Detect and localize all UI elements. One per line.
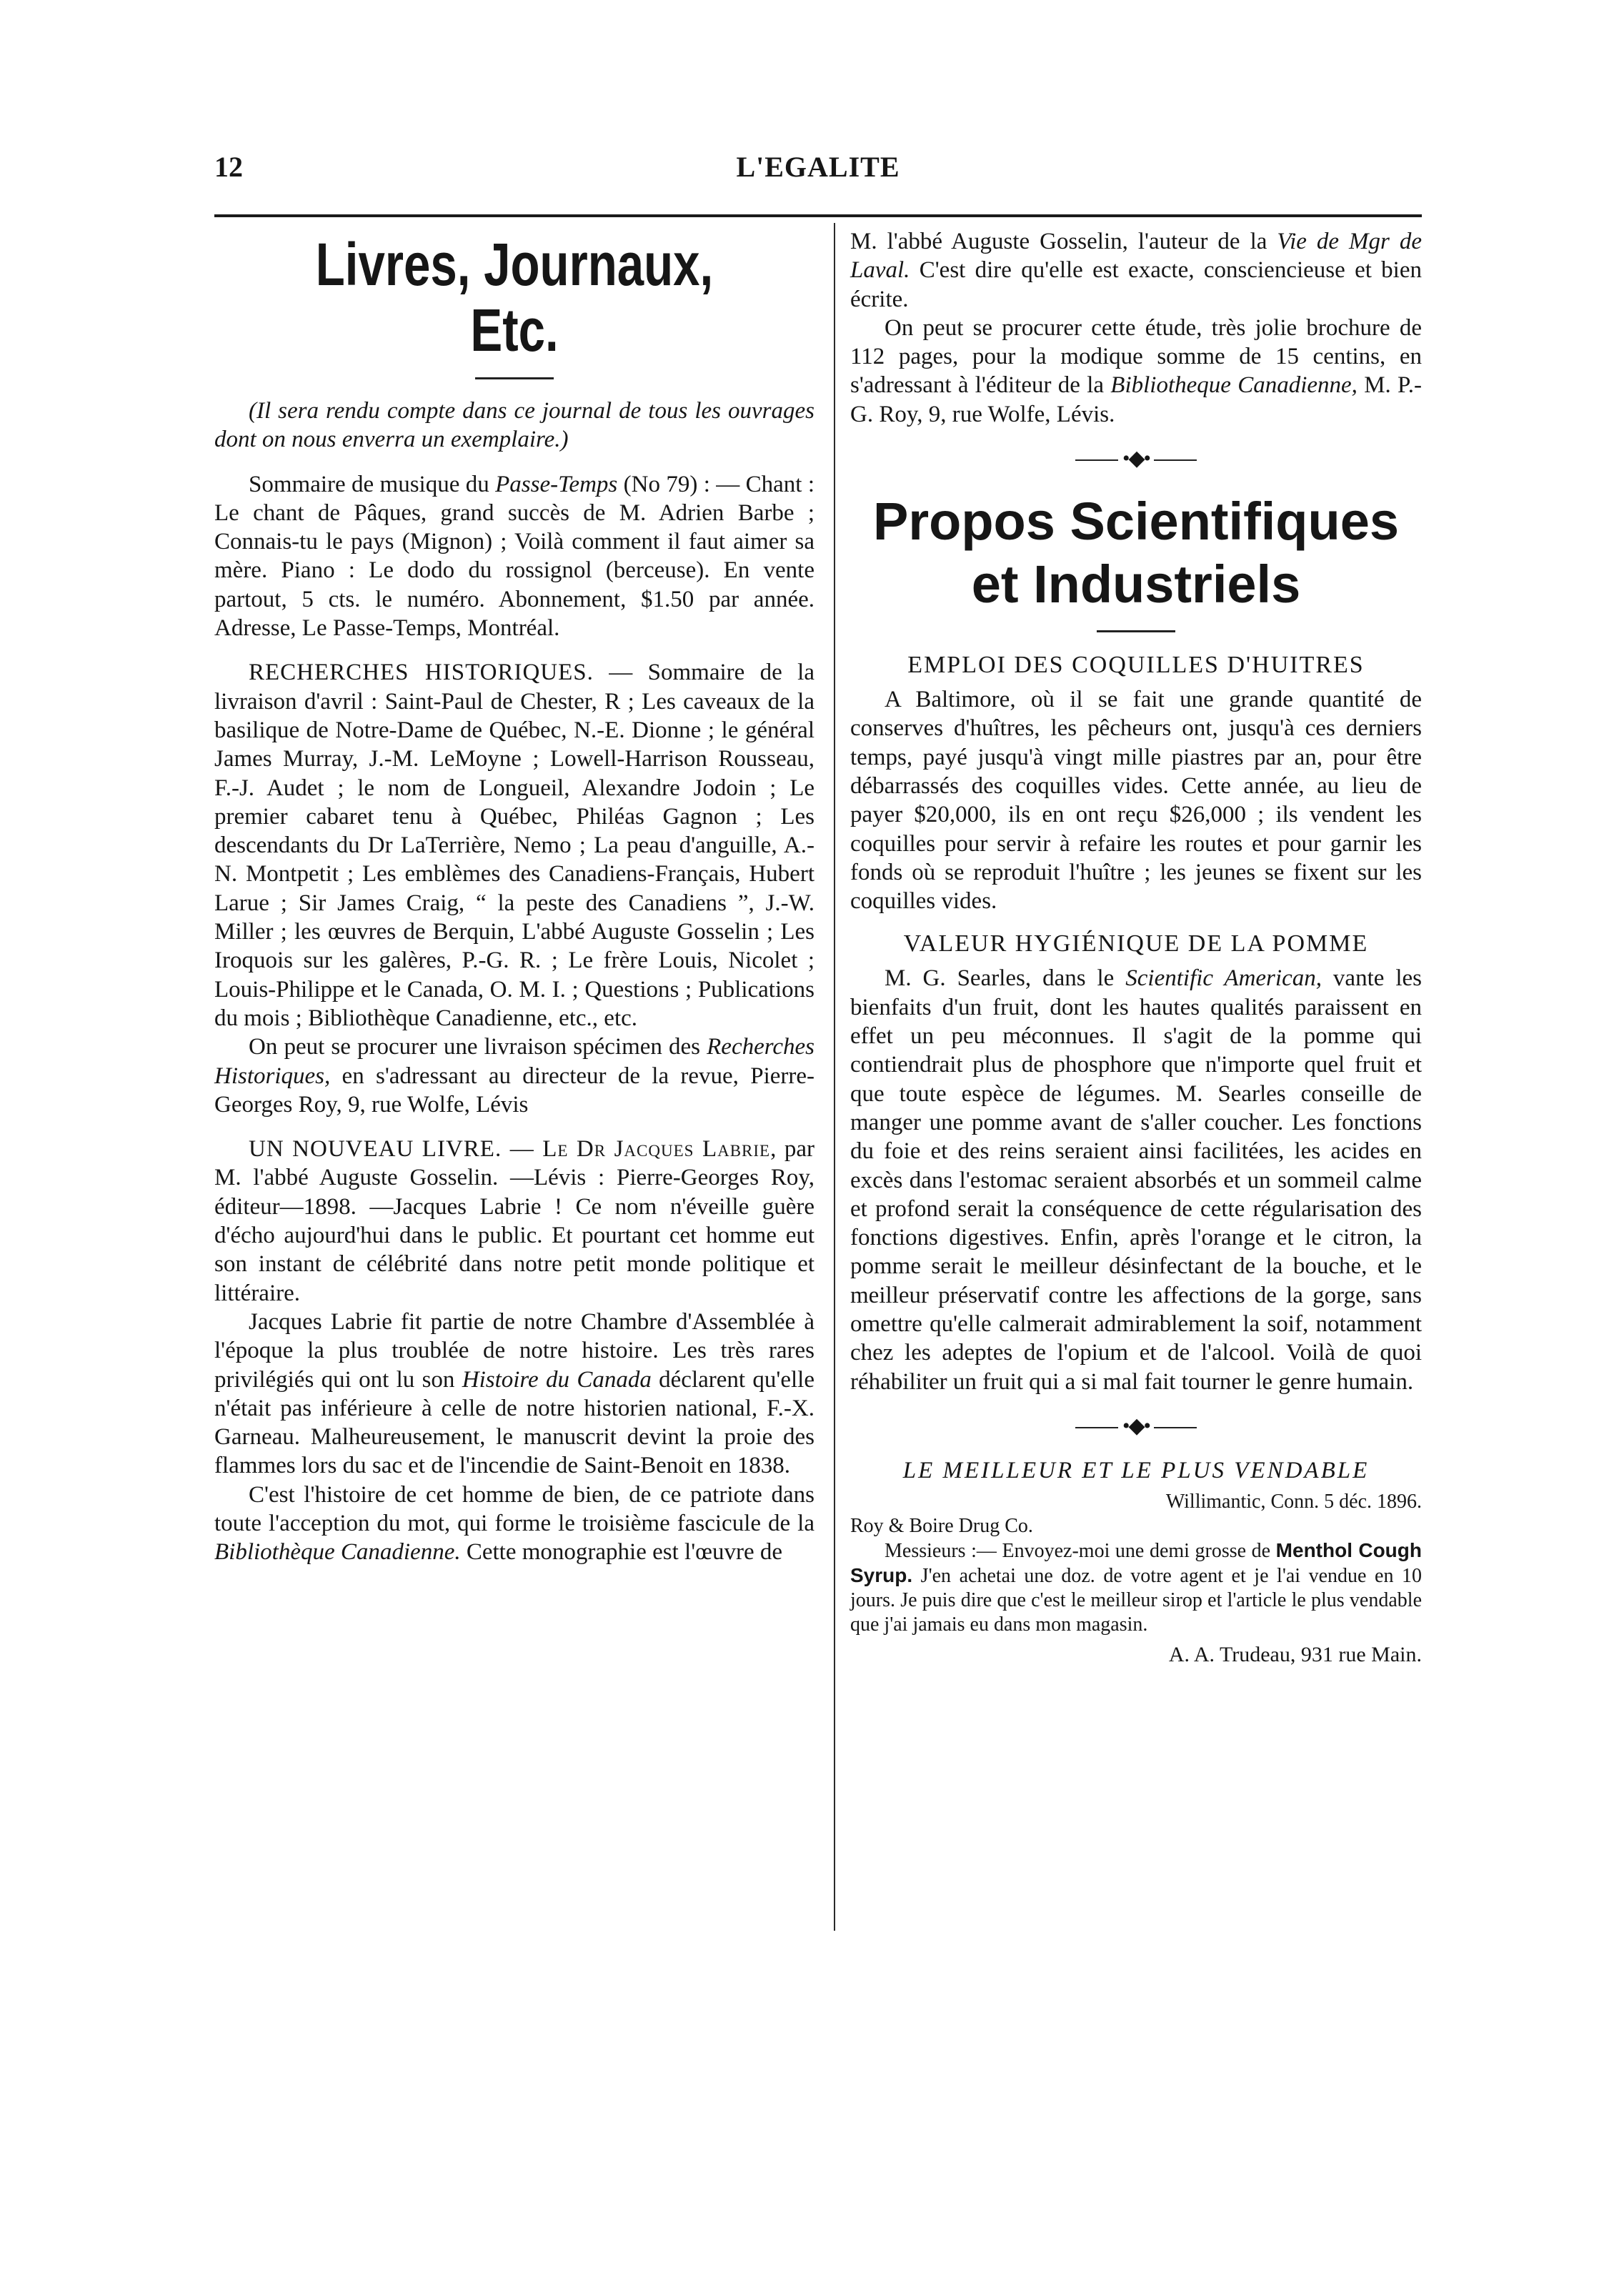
ad-dateline: Willimantic, Conn. 5 déc. 1896.	[1165, 1490, 1422, 1513]
labrie-paragraph	[214, 1308, 815, 1481]
pomme-paragraph	[850, 964, 1422, 1396]
section-title-propos	[850, 490, 1422, 616]
huitres-paragraph: A Baltimore, où il se fait une grande quantité de conserves d'huîtres, les pêcheurs ont, jusqu'à ces derniers temps, payé jusqu'à vingt mille piastres par an, pour être débarrassés des coquilles vides. Cette année, au lieu de payer $20,000, ils en ont reçu $26,000 ; ils vendent les coquilles pour servir à refaire les routes et pour garnir les fonds où se reproduit l'huître ; les jeunes se fixent sur les coquilles vides.	[850, 687, 1422, 915]
text: en s'adressant au directeur de la revue, Pierre-Georges Roy, 9, rue Wolfe, Lévis	[214, 1063, 815, 1118]
journal-name: Scientific American,	[1125, 965, 1322, 992]
editorial-note: (Il sera rendu compte dans ce journal de tous les ouvrages dont on nous enverra un exemplaire.)	[214, 398, 815, 453]
ad-signature: A. A. Trudeau, 931 rue Main.	[1168, 1642, 1422, 1666]
title-rule	[475, 377, 554, 379]
ad-heading: LE MEILLEUR ET LE PLUS VENDABLE	[902, 1457, 1370, 1483]
work-title: Vie de Mgr de Laval.	[850, 229, 1422, 284]
series-name: Bibliotheque Canadienne,	[1110, 372, 1358, 399]
publication-name: Recherches Historiques,	[214, 1034, 815, 1089]
running-title: L'EGALITE	[736, 151, 900, 183]
text: On peut se procurer cette étude, très jolie brochure de 112 pages, pour la modique somme de 15 centins, en s'adressant à l'éditeur de la	[850, 314, 1422, 399]
recherches-paragraph	[214, 658, 815, 1033]
title-rule	[1097, 630, 1175, 632]
text: Sommaire de musique du	[249, 471, 496, 497]
section-title-livres: Livres, Journaux, Etc.	[315, 231, 714, 364]
text: M. P.-G. Roy, 9, rue Wolfe, Lévis.	[850, 372, 1422, 427]
text: Cette monographie est l'œuvre de	[460, 1539, 783, 1566]
closing-paragraph	[214, 1481, 815, 1567]
text: déclarent qu'elle n'était pas inférieure à celle de notre historien national, F.-X. Garneau. Malheureusement, le manuscrit devint la proie des flammes lors du sac et de l'incendie de Saint-Benoit en 1838.	[214, 1366, 815, 1479]
pomme-heading: VALEUR HYGIÉNIQUE DE LA POMME	[903, 930, 1369, 958]
text: Jacques Labrie fit partie de notre Chambre d'Assemblée à l'époque la plus troublée de notre histoire. Les très rares privilégiés qui ont lu son	[214, 1308, 815, 1393]
work-title: Histoire du Canada	[462, 1366, 652, 1393]
recherches-offer-paragraph	[214, 1033, 815, 1119]
ad-addressee: Roy & Boire Drug Co.	[850, 1514, 1033, 1537]
text: M. l'abbé Auguste Gosselin, l'auteur de la	[850, 229, 1277, 254]
ad-letter	[850, 1538, 1422, 1637]
left-column	[214, 227, 815, 1567]
nouveau-livre-kicker: UN NOUVEAU LIVRE. — Le Dr Jacques Labrie,	[249, 1136, 777, 1163]
column-divider	[834, 223, 835, 1931]
ornament-divider: •◆•	[850, 1412, 1422, 1441]
advertisement	[850, 1458, 1422, 1667]
page-header	[214, 150, 1422, 193]
product-name: Menthol Cough Syrup.	[850, 1538, 1422, 1586]
text: (No 79) : — Chant : Le chant de Pâques, grand succès de M. Adrien Barbe ; Connais-tu le pays (Mignon) ; Voilà comment il faut aimer sa mère. Piano : Le dodo du rossignol (berceuse). En vente partout, 5 cts. le numéro. Abonnement, $1.50 par année. Adresse, Le Passe-Temps, Montréal.	[214, 471, 815, 642]
right-column	[850, 227, 1422, 1667]
text: C'est dire qu'elle est exacte, consciencieuse et bien écrite.	[850, 257, 1422, 312]
text: M. G. Searles, dans le	[885, 965, 1126, 992]
series-name: Bibliothèque Canadienne.	[214, 1539, 461, 1566]
text: — Sommaire de la livraison d'avril : Saint-Paul de Chester, R ; Les caveaux de la basilique de Notre-Dame de Québec, N.-E. Dionne ; le général James Murray, J.-M. LeMoyne ; Lowell-Harrison Rousseau, F.-J. Audet ; le nom de Longueil, Alexandre Jodoin ; Le premier cabaret tenu à Québec, Philéas Gagnon ; Les descendants du Dr LaTerrière, Nemo ; La peau d'anguille, A.-N. Montpetit ; Les emblèmes des Canadiens-Français, Hubert Larue ; Sir James Craig, “ la peste des Canadiens ”, J.-W. Miller ; les œuvres de Berquin, L'abbé Auguste Gosselin ; Les Iroquois sur les galères, P.-G. R. ; Le frère Louis, Nicolet ; Louis-Philippe et le Canada, O. M. I. ; Questions ; Publications du mois ; Bibliothèque Canadienne, etc., etc.	[214, 660, 815, 1031]
nouveau-livre-paragraph	[214, 1135, 815, 1308]
section-title-line: Propos Scientifiques	[872, 492, 1400, 552]
text: Messieurs :— Envoyez-moi une demi grosse de	[885, 1539, 1276, 1562]
text: vante les bienfaits d'un fruit, dont les hautes qualités paraissent en effet un peu méconnues. Il s'agit de la pomme qui contiendrait plus de phosphore que n'importe quel fruit et que toute espèce de légumes. M. Searles conseille de manger une pomme avant de s'aller coucher. Les fonctions du foie et des reins seraient ainsi facilitées, les acides en excès dans l'estomac seraient absorbés et un sommeil calme et profond serait la conséquence de cette régularisation des fonctions digestives. Enfin, après l'orange et le citron, la pomme serait le meilleur désinfectant de la bouche, et le meilleur préservatif contre les affections de la gorge, sans omettre qu'elle calmerait admirablement la soif, notamment chez les adeptes de l'opium et de l'alcool. Voilà de quoi réhabiliter un fruit qui a si mal fait tourner le genre humain.	[850, 965, 1422, 1395]
price-paragraph	[850, 314, 1422, 429]
header-rule	[214, 214, 1422, 217]
huitres-heading: EMPLOI DES COQUILLES D'HUITRES	[907, 652, 1365, 679]
text: par M. l'abbé Auguste Gosselin. —Lévis : Pierre-Georges Roy, éditeur—1898. —Jacques Labrie ! Ce nom n'éveille guère d'écho aujourd'hui dans le public. Et pourtant cet homme eut son instant de célébrité dans notre petit monde politique et littéraire.	[214, 1136, 815, 1306]
page-number: 12	[214, 151, 243, 183]
recherches-kicker: RECHERCHES HISTORIQUES.	[249, 660, 594, 686]
text: C'est l'histoire de cet homme de bien, de ce patriote dans toute l'acception du mot, qui forme le troisième fascicule de la	[214, 1481, 815, 1536]
ornament-divider: •◆•	[850, 444, 1422, 473]
section-title-line: et Industriels	[971, 554, 1301, 615]
passe-temps-paragraph	[214, 470, 815, 643]
text: On peut se procurer une livraison spécimen des	[249, 1034, 707, 1060]
continuation-paragraph	[850, 227, 1422, 314]
text: J'en achetai une doz. de votre agent et je l'ai vendue en 10 jours. Je puis dire que c'est le meilleur sirop et l'article le plus vendable que j'ai jamais eu dans mon magasin.	[850, 1564, 1422, 1636]
magazine-name: Passe-Temps	[495, 471, 618, 497]
